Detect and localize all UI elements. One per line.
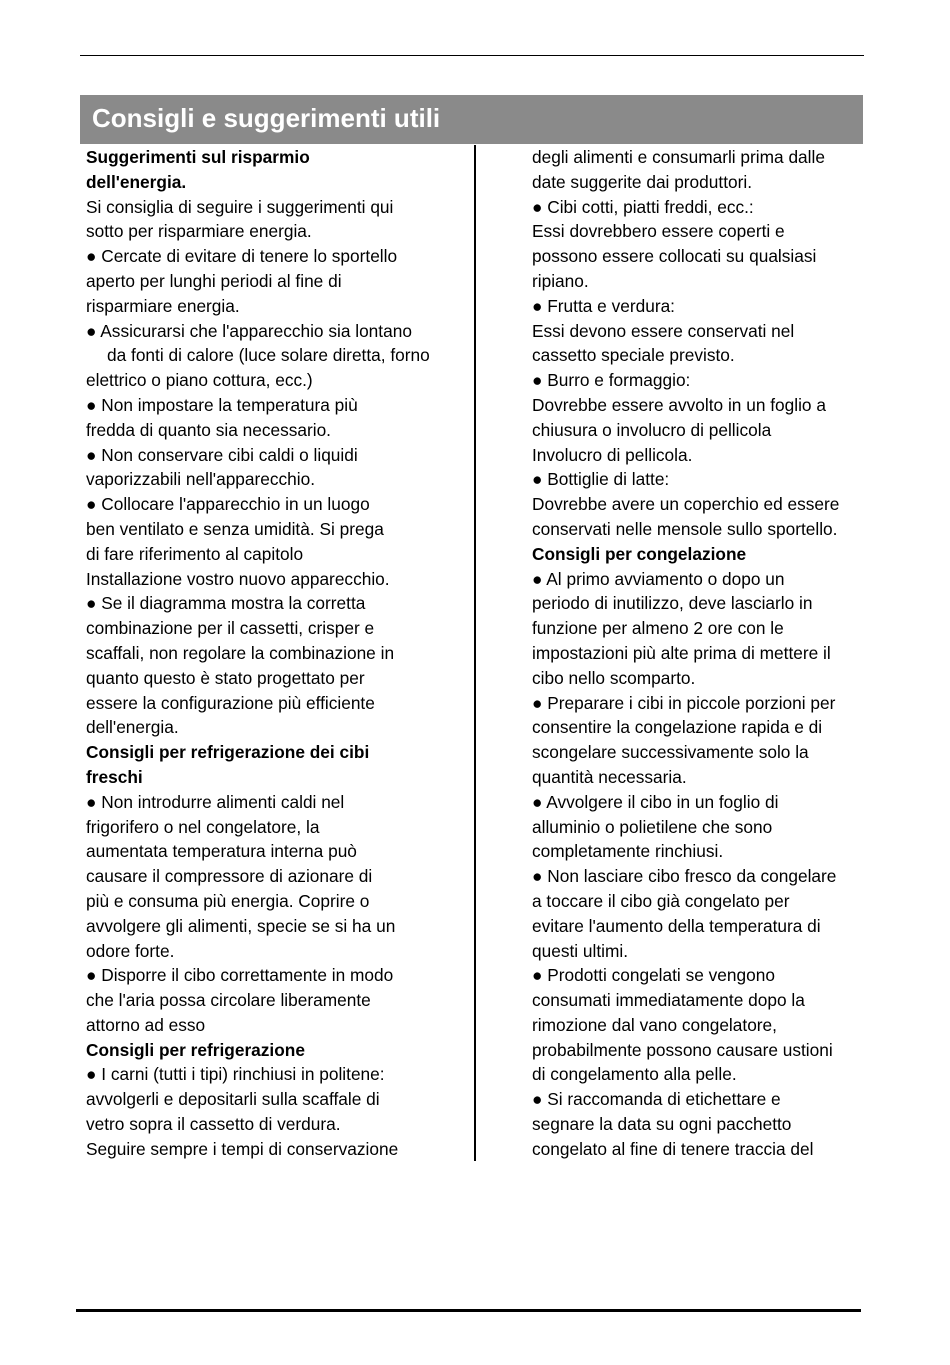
text-line: Dovrebbe essere avvolto in un foglio a	[532, 394, 826, 415]
text-line: risparmiare energia.	[86, 295, 240, 316]
text-line: questi ultimi.	[532, 940, 629, 961]
text-line: vaporizzabili nell'apparecchio.	[86, 469, 316, 490]
text-line: Essi devono essere conservati nel	[532, 320, 795, 341]
text-line: vetro sopra il cassetto di verdura.	[86, 1114, 341, 1135]
text-line: ● Cercate di evitare di tenere lo sportello	[86, 246, 398, 267]
text-line: congelato al fine di tenere traccia del	[532, 1138, 814, 1159]
text-line: ● Non conservare cibi caldi o liquidi	[86, 444, 358, 465]
text-line: ● Frutta e verdura:	[532, 295, 675, 316]
text-line: ● Si raccomanda di etichettare e	[532, 1089, 781, 1110]
section-heading-line: Suggerimenti sul risparmio	[86, 147, 310, 167]
text-line: elettrico o piano cottura, ecc.)	[86, 370, 313, 391]
text-line: più e consuma più energia. Coprire o	[86, 890, 370, 911]
text-line: evitare l'aumento della temperatura di	[532, 915, 821, 936]
text-line: degli alimenti e consumarli prima dalle	[532, 147, 825, 167]
text-line: scaffali, non regolare la combinazione in	[86, 642, 395, 663]
section-heading-line: Consigli per congelazione	[532, 543, 747, 564]
text-line: Involucro di pellicola.	[532, 444, 693, 465]
text-line: frigorifero o nel congelatore, la	[86, 816, 320, 837]
text-line: rimozione dal vano congelatore,	[532, 1014, 777, 1035]
text-line: completamente rinchiusi.	[532, 841, 724, 862]
section-title: Consigli e suggerimenti utili	[92, 103, 441, 133]
section-heading-line: freschi	[86, 766, 143, 787]
text-line: ● Avvolgere il cibo in un foglio di	[532, 791, 779, 812]
text-line: date suggerite dai produttori.	[532, 171, 752, 192]
text-line: ● Se il diagramma mostra la corretta	[86, 593, 366, 614]
text-line: dell'energia.	[86, 717, 179, 738]
text-line: chiusura o involucro di pellicola	[532, 419, 772, 440]
text-line: avvolgerli e depositarli sulla scaffale di	[86, 1089, 380, 1110]
column-divider	[474, 145, 476, 1161]
section-heading-line: dell'energia.	[86, 171, 187, 192]
text-line: Seguire sempre i tempi di conservazione	[86, 1138, 399, 1159]
text-line: ● Burro e formaggio:	[532, 370, 691, 391]
text-line: probabilmente possono causare ustioni	[532, 1039, 833, 1060]
text-line: ● Assicurarsi che l'apparecchio sia lontano	[86, 320, 412, 341]
text-line: ● I carni (tutti i tipi) rinchiusi in politene:	[86, 1064, 385, 1085]
text-line: aperto per lunghi periodi al fine di	[86, 270, 342, 291]
text-line: ● Non lasciare cibo fresco da congelare	[532, 866, 837, 887]
text-line: ben ventilato e senza umidità. Si prega	[86, 518, 384, 539]
section-heading-line: Consigli per refrigerazione	[86, 1039, 305, 1060]
text-line: di congelamento alla pelle.	[532, 1064, 737, 1085]
text-line: Installazione vostro nuovo apparecchio.	[86, 568, 390, 589]
text-line: a toccare il cibo già congelato per	[532, 890, 790, 911]
text-line: ● Non impostare la temperatura più	[86, 394, 358, 415]
left-column	[86, 145, 468, 1162]
text-line: Si consiglia di seguire i suggerimenti qui	[86, 196, 394, 217]
text-line: conservati nelle mensole sullo sportello.	[532, 518, 838, 539]
text-line: avvolgere gli alimenti, specie se si ha un	[86, 915, 396, 936]
text-line: fredda di quanto sia necessario.	[86, 419, 331, 440]
text-line: consumati immediatamente dopo la	[532, 990, 805, 1011]
text-line: ● Al primo avviamento o dopo un	[532, 568, 785, 589]
text-line: ● Disporre il cibo correttamente in modo	[86, 965, 394, 986]
text-line: che l'aria possa circolare liberamente	[86, 990, 371, 1011]
section-banner	[80, 95, 863, 144]
text-line: cassetto speciale previsto.	[532, 345, 735, 366]
text-line: quantità necessaria.	[532, 766, 687, 787]
header-rule	[80, 55, 864, 56]
text-line: combinazione per il cassetti, crisper e	[86, 618, 375, 639]
text-line: odore forte.	[86, 940, 175, 961]
section-heading-line: Consigli per refrigerazione dei cibi	[86, 742, 370, 763]
footer-rule	[76, 1309, 861, 1312]
text-line: ● Non introdurre alimenti caldi nel	[86, 791, 345, 812]
text-line: di fare riferimento al capitolo	[86, 543, 304, 564]
text-line: impostazioni più alte prima di mettere il	[532, 642, 831, 663]
text-line: possono essere collocati su qualsiasi	[532, 246, 817, 267]
text-line: consentire la congelazione rapida e di	[532, 717, 823, 738]
text-line: segnare la data su ogni pacchetto	[532, 1114, 792, 1135]
text-line: periodo di inutilizzo, deve lasciarlo in	[532, 593, 813, 614]
text-line: ● Prodotti congelati se vengono	[532, 965, 775, 986]
text-line: essere la configurazione più efficiente	[86, 692, 375, 713]
text-line: aumentata temperatura interna può	[86, 841, 357, 862]
text-line: Dovrebbe avere un coperchio ed essere	[532, 494, 840, 515]
text-line: ripiano.	[532, 270, 589, 291]
text-line: quanto questo è stato progettato per	[86, 667, 365, 688]
text-line: ● Preparare i cibi in piccole porzioni per	[532, 692, 836, 713]
text-line: attorno ad esso	[86, 1014, 206, 1035]
text-line: alluminio o polietilene che sono	[532, 816, 773, 837]
text-line: sotto per risparmiare energia.	[86, 221, 312, 242]
text-line: ● Collocare l'apparecchio in un luogo	[86, 494, 370, 515]
text-line: ● Cibi cotti, piatti freddi, ecc.:	[532, 196, 754, 217]
text-line: funzione per almeno 2 ore con le	[532, 618, 784, 639]
text-line: scongelare successivamente solo la	[532, 742, 809, 763]
right-column	[532, 145, 872, 1162]
text-line: ● Bottiglie di latte:	[532, 469, 670, 490]
text-line: da fonti di calore (luce solare diretta, forno	[107, 345, 430, 366]
text-line: Essi dovrebbero essere coperti e	[532, 221, 785, 242]
text-line: causare il compressore di azionare di	[86, 866, 373, 887]
text-line: cibo nello scomparto.	[532, 667, 696, 688]
